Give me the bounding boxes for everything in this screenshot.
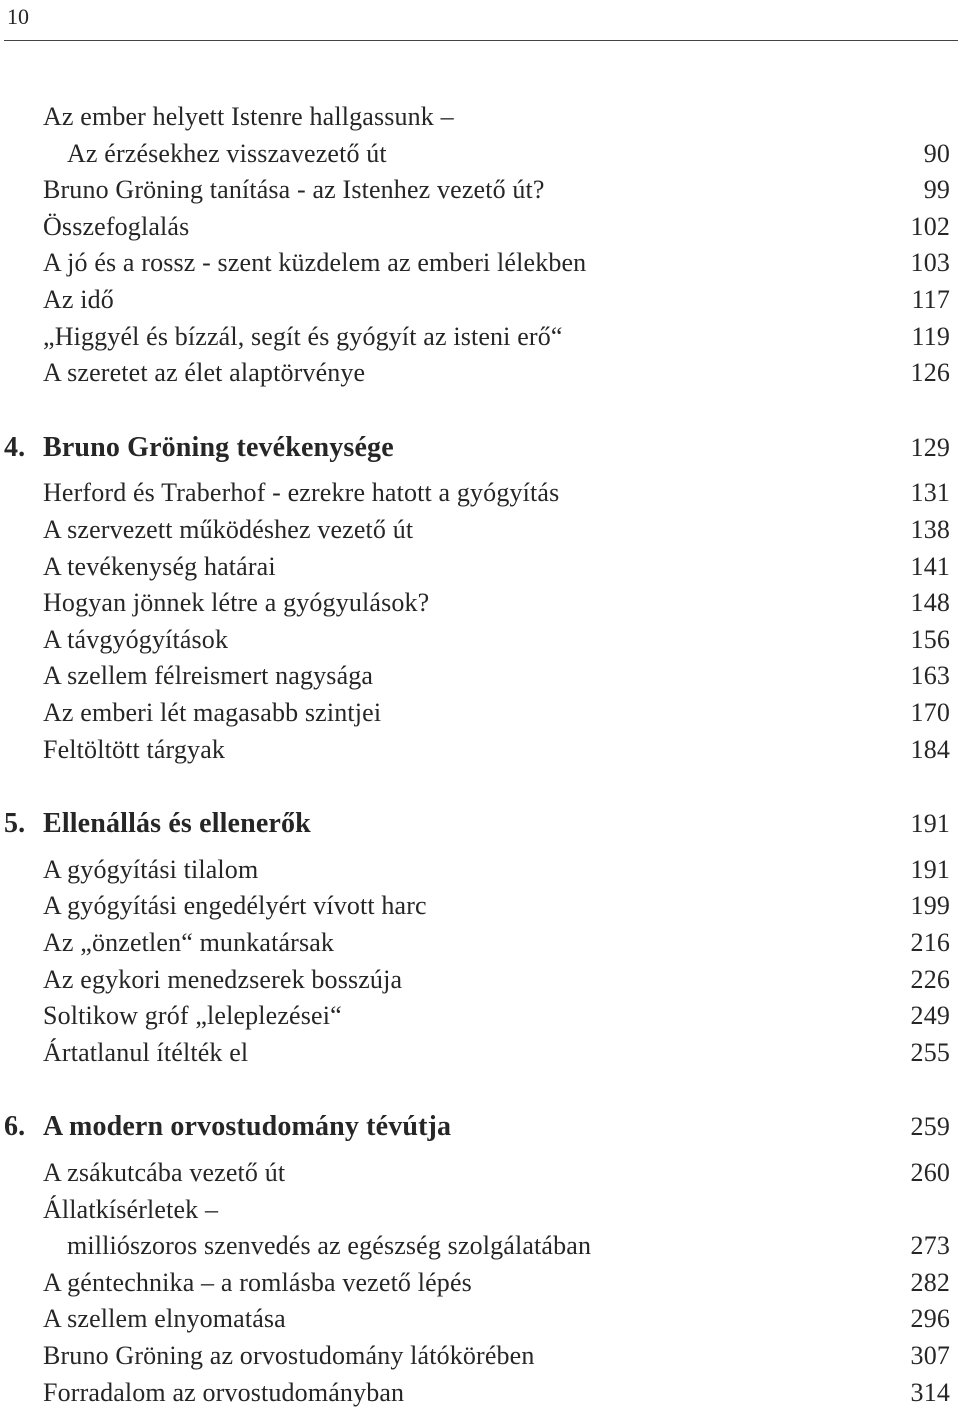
toc-entry — [0, 925, 960, 961]
section-title: Ellenállás és ellenerők — [43, 808, 311, 840]
toc-entry-title: A szellem elnyomatása — [43, 1304, 286, 1334]
toc-entry-page: 170 — [910, 698, 950, 727]
toc-entry-page: 117 — [911, 285, 950, 314]
toc-entry — [0, 319, 960, 355]
toc-entry — [0, 585, 960, 621]
section-number: 6. — [4, 1111, 26, 1143]
section-heading-title — [4, 806, 311, 842]
toc-entry-page: 156 — [910, 624, 950, 654]
section-page-number: 191 — [910, 809, 950, 839]
toc-entry-title: A gyógyítási tilalom — [43, 854, 259, 884]
toc-entry-page: 314 — [910, 1377, 950, 1407]
toc-entry — [0, 1155, 960, 1191]
header-rule — [4, 40, 958, 41]
toc-entry-page: 260 — [910, 1158, 950, 1187]
toc-entry-title: A zsákutcába vezető út — [43, 1158, 286, 1187]
toc-entry-title: A távgyógyítások — [43, 624, 229, 654]
toc-entry-title: A szervezett működéshez vezető út — [43, 515, 414, 544]
section-heading — [0, 806, 960, 842]
toc-entry-page: 119 — [911, 321, 950, 351]
toc-entry-title: Bruno Gröning tanítása - az Istenhez vezető út? — [43, 175, 545, 205]
section-page-number: 259 — [910, 1112, 950, 1142]
section-heading — [0, 430, 960, 466]
toc-entry-page: 184 — [910, 734, 950, 764]
toc-entry-page: 138 — [910, 515, 950, 544]
toc-entry-title: Állatkísérletek – — [43, 1194, 219, 1224]
toc-entry — [0, 282, 960, 318]
section-page-number: 129 — [910, 432, 950, 462]
toc-entry-page: 216 — [910, 928, 950, 957]
section-heading-title — [4, 430, 394, 466]
section-number: 5. — [4, 808, 26, 840]
toc-entry-title: Az idő — [43, 285, 114, 314]
toc-entry — [0, 1265, 960, 1301]
toc-entry-page: 141 — [910, 551, 950, 581]
toc-entry-title: „Higgyél és bízzál, segít és gyógyít az isteni erő“ — [43, 321, 563, 351]
toc-entry-page: 131 — [910, 478, 950, 508]
toc-entry — [0, 695, 960, 731]
toc-entry — [0, 209, 960, 245]
toc-entry-title: milliószoros szenvedés az egészség szolgálatában — [67, 1231, 592, 1261]
toc-entry — [0, 1338, 960, 1374]
toc-entry-title: Hogyan jönnek létre a gyógyulások? — [43, 588, 430, 618]
toc-entry — [0, 1301, 960, 1337]
section-title: Bruno Gröning tevékenysége — [43, 431, 394, 463]
toc-entry — [0, 732, 960, 768]
toc-entry-page: 103 — [910, 248, 950, 278]
toc-entry-title: A jó és a rossz - szent küzdelem az emberi lélekben — [43, 248, 587, 278]
toc-entry-title: A szellem félreismert nagysága — [43, 661, 374, 691]
toc-entry-page: 99 — [923, 175, 950, 205]
toc-entry-title: Az emberi lét magasabb szintjei — [43, 698, 382, 727]
toc-entry — [0, 1375, 960, 1411]
toc-entry-title: Összefoglalás — [43, 211, 190, 241]
toc-entry — [0, 136, 960, 172]
toc-entry-title: Herford és Traberhof - ezrekre hatott a gyógyítás — [43, 478, 560, 508]
toc-entry — [0, 622, 960, 658]
toc-entry-page: 148 — [910, 588, 950, 618]
toc-entry — [0, 1228, 960, 1264]
toc-entry-title: A gyógyítási engedélyért vívott harc — [43, 891, 427, 921]
section-heading-title — [4, 1109, 451, 1145]
toc-entry — [0, 549, 960, 585]
toc-entry — [0, 962, 960, 998]
toc-entry-title: Forradalom az orvostudományban — [43, 1377, 405, 1407]
page-number: 10 — [7, 4, 29, 29]
section-number: 4. — [4, 431, 26, 463]
toc-entry-title: Az érzésekhez visszavezető út — [67, 138, 387, 168]
toc-entry — [0, 1035, 960, 1071]
toc-entry — [0, 245, 960, 281]
section-heading — [0, 1109, 960, 1145]
toc-entry-title: Ártatlanul ítélték el — [43, 1037, 249, 1067]
toc-entry-title: A tevékenység határai — [43, 551, 276, 581]
toc-entry — [0, 172, 960, 208]
toc-entry — [0, 658, 960, 694]
toc-entry-page: 102 — [910, 211, 950, 241]
toc-entry — [0, 355, 960, 391]
toc-entry — [0, 512, 960, 548]
toc-entry-page: 307 — [910, 1341, 950, 1370]
toc-entry-page: 282 — [910, 1267, 950, 1297]
toc-entry-page: 226 — [910, 964, 950, 994]
toc-entry-page: 163 — [910, 661, 950, 691]
toc-entry-title: Az egykori menedzserek bosszúja — [43, 964, 403, 994]
toc-entry — [0, 475, 960, 511]
toc-entry-page: 249 — [910, 1001, 950, 1031]
toc-entry — [0, 99, 960, 135]
toc-entry-page: 126 — [910, 358, 950, 388]
toc-entry-title: Feltöltött tárgyak — [43, 734, 226, 764]
toc-entry-title: A géntechnika – a romlásba vezető lépés — [43, 1267, 472, 1297]
toc-entry-title: Az ember helyett Istenre hallgassunk – — [43, 102, 454, 131]
section-title: A modern orvostudomány tévútja — [43, 1111, 452, 1143]
toc-entry-title: Bruno Gröning az orvostudomány látókörében — [43, 1341, 535, 1370]
toc-entry-page: 199 — [910, 891, 950, 921]
toc-entry-title: Az „önzetlen“ munkatársak — [43, 928, 335, 957]
toc-entry — [0, 1192, 960, 1228]
toc-entry-page: 90 — [923, 138, 950, 168]
toc-entry — [0, 888, 960, 924]
toc-entry — [0, 998, 960, 1034]
toc-entry-title: Soltikow gróf „leleplezései“ — [43, 1001, 342, 1031]
toc-entry-page: 191 — [910, 854, 950, 884]
toc-entry-page: 255 — [910, 1037, 950, 1067]
toc-entry-title: A szeretet az élet alaptörvénye — [43, 358, 366, 388]
toc-entry-page: 273 — [910, 1231, 950, 1261]
toc-entry — [0, 852, 960, 888]
toc-entry-page: 296 — [910, 1304, 950, 1334]
